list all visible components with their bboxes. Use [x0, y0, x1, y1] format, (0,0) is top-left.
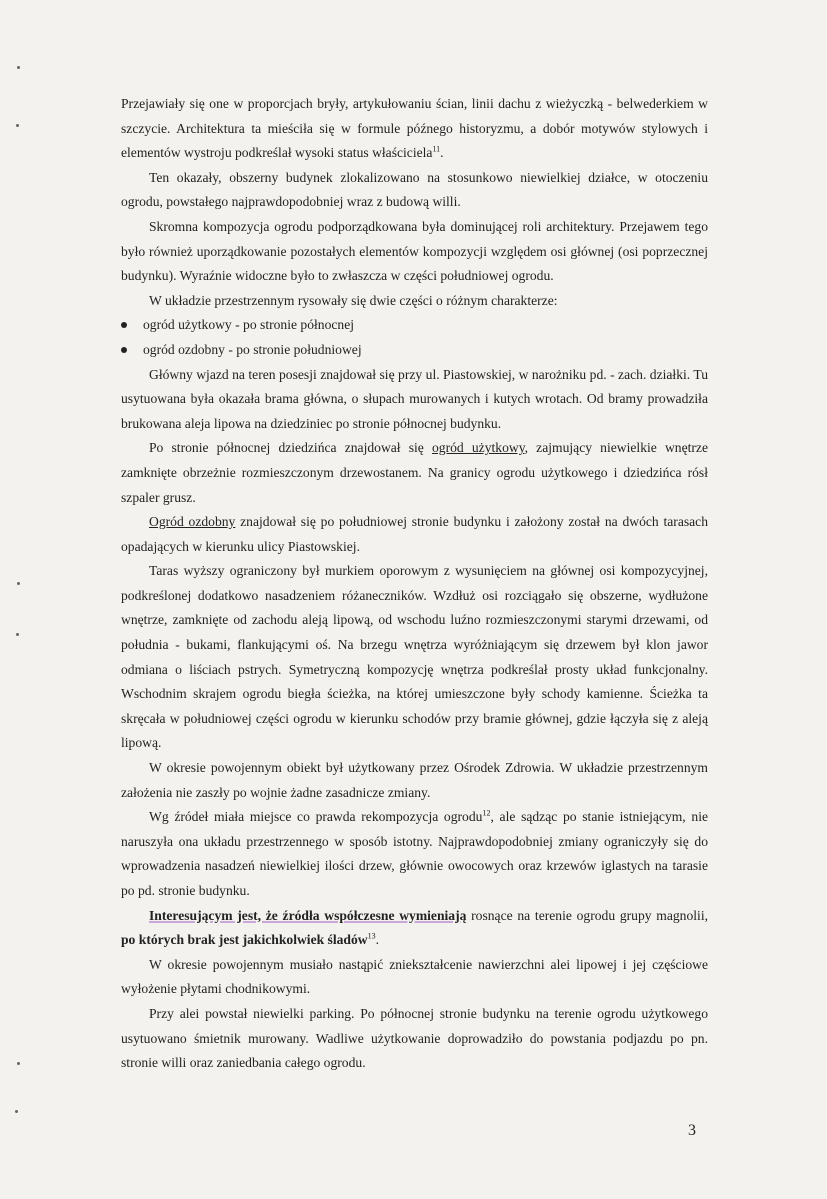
- scan-speck: [17, 1062, 20, 1065]
- page-number: 3: [688, 1122, 696, 1139]
- paragraph: Przy alei powstał niewielki parking. Po północnej stronie budynku na terenie ogrodu użytkowego usytuowano śmietnik murowany. Wadliwe użytkowanie doprowadziło do powstania podjazdu po pn. stronie willi oraz zaniedbania całego ogrodu.: [121, 1005, 708, 1071]
- paragraph: Ten okazały, obszerny budynek zlokalizowano na stosunkowo niewielkiej działce, w otoczeniu ogrodu, powstałego najprawdopodobniej wraz z budową willi.: [121, 169, 708, 210]
- scan-speck: [17, 582, 20, 585]
- paragraph: Po stronie północnej dziedzińca znajdował się ogród użytkowy, zajmujący niewielkie wnętrze zamknięte obrzeżnie rozmieszczonym drzewostanem. Na granicy ogrodu użytkowego i dziedzińca rósł szpaler grusz.: [121, 440, 708, 505]
- body-text: [121, 92, 708, 1076]
- paragraph: Główny wjazd na teren posesji znajdował się przy ul. Piastowskiej, w narożniku pd. - zach. działki. Tu usytuowana była okazała brama główna, o słupach murowanych i kutych wrotach. Od bramy prowadziła brukowana aleja lipowa na dziedziniec po stronie północnej budynku.: [121, 366, 708, 431]
- footnote-ref: 12: [482, 808, 491, 818]
- scan-speck: [15, 1110, 18, 1113]
- footnote-ref: 11: [432, 144, 441, 154]
- paragraph: Taras wyższy ograniczony był murkiem oporowym z wysunięciem na głównej osi kompozycyjnej, podkreślonej dodatkowo nasadzeniem różaneczników. Wzdłuż osi rozciągało się obszerne, wydłużone wnętrze, zamknięte od zachodu aleją lipową, od wschodu luźno rozmieszczonymi starymi drzewami, od południa - bukami, flankującymi oś. Na brzegu wnętrza wyróżniającym się drzewem był klon jawor odmiana o liściach pstrych. Symetryczną kompozycję wnętrza podkreślał prosty układ funkcjonalny. Wschodnim skrajem ogrodu biegła ścieżka, na której umieszczone były schody kamienne. Ścieżka ta skręcała w południowej części ogrodu w kierunku schodów przy bramie głównej, gdzie łączyła się z aleją lipową.: [121, 563, 708, 751]
- paragraph: Przejawiały się one w proporcjach bryły, artykułowaniu ścian, linii dachu z wieżyczką - belwederkiem w szczycie. Architektura ta mieściła się w formule późnego historyzmu, a dobór motywów stylowych i elementów wystroju podkreślał wysoki status właściciela$^{11}$.: [121, 96, 708, 161]
- scan-speck: [16, 633, 19, 636]
- scan-speck: [17, 66, 20, 69]
- bullet-item: ogród użytkowy - po stronie północnej: [121, 313, 708, 338]
- paragraph: W okresie powojennym musiało nastąpić zniekształcenie nawierzchni alei lipowej i jej częściowe wyłożenie płytami chodnikowymi.: [121, 956, 708, 997]
- paragraph: W okresie powojennym obiekt był użytkowany przez Ośrodek Zdrowia. W układzie przestrzennym założenia nie zaszły po wojnie żadne zasadnicze zmiany.: [121, 760, 708, 800]
- paragraph: Wg źródeł miała miejsce co prawda rekompozycja ogrodu$^{12}$, ale sądząc po stanie istniejącym, nie naruszyła ona układu przestrzennego w sposób istotny. Najprawdopodobniej zmiany ograniczyły się do wprowadzenia nasadzeń niewielkiej ilości drzew, głównie owocowych oraz krzewów iglastych na tarasie po pd. stronie budynku.: [121, 808, 709, 898]
- scan-speck: [16, 124, 19, 127]
- paragraph: Skromna kompozycja ogrodu podporządkowana była dominującej roli architektury. Przejawem tego było również uporządkowanie pozostałych elementów kompozycji względem osi głównej (osi poprzecznej budynku). Wyraźnie widoczne było to zwłaszcza w części południowej ogrodu.: [121, 218, 708, 284]
- highlighted-text: Interesującym jest, że źródła współczesne wymieniają: [149, 907, 467, 923]
- paragraph: Ogród ozdobny znajdował się po południowej stronie budynku i założony został na dwóch tarasach opadających w kierunku ulicy Piastowskiej.: [121, 514, 709, 554]
- highlighted-text: po których brak jest jakichkolwiek śladów: [121, 932, 368, 948]
- paragraph: Interesującym jest, że źródła współczesne wymieniają rosnące na terenie ogrodu grupy magnolii, po których brak jest jakichkolwiek śladów$^{13}$.: [121, 907, 708, 948]
- paragraph: W układzie przestrzennym rysowały się dwie części o różnym charakterze:: [149, 292, 558, 308]
- footnote-ref: 13: [367, 931, 376, 941]
- bullet-item: ogród ozdobny - po stronie południowej: [121, 338, 708, 363]
- underlined-term: ogród użytkowy: [432, 440, 525, 456]
- underlined-term: Ogród ozdobny: [149, 514, 236, 530]
